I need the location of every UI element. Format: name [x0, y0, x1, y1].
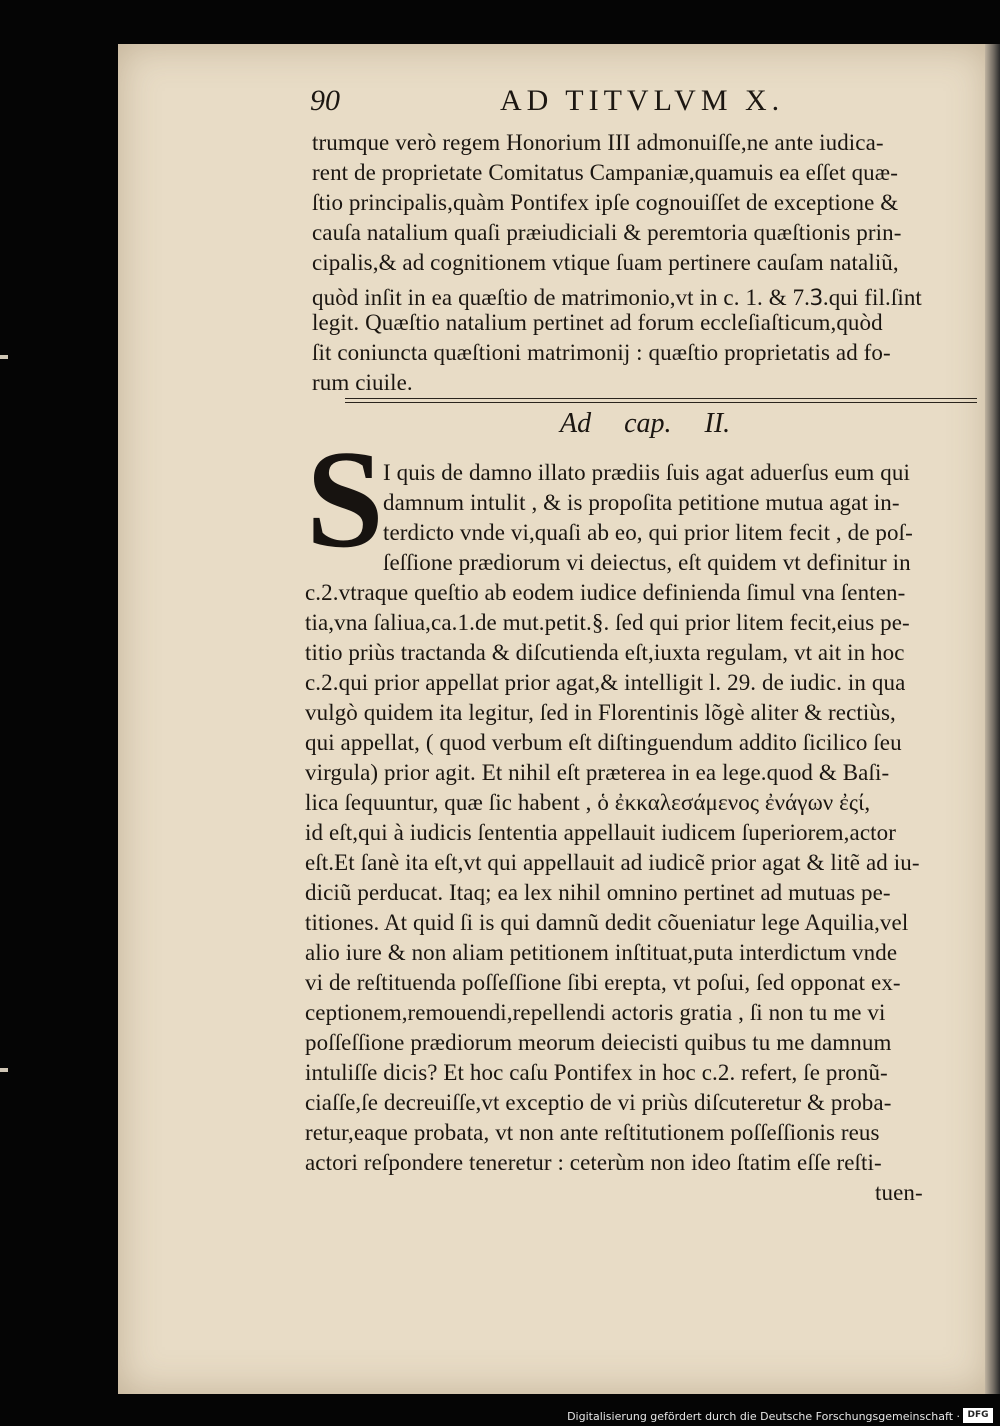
text-line: cauſa natalium quaſi præiudiciali & peremtoria quæſtionis prin- [312, 220, 902, 245]
dfg-logo: DFG [963, 1408, 993, 1423]
text-line: rent de proprietate Comitatus Campaniæ,quamuis ea eſſet quæ- [312, 160, 898, 185]
text-line: titiones. At quid ſi is qui damnũ dedit cõueniatur lege Aquilia,vel [305, 910, 909, 935]
page-number: 90 [310, 84, 340, 117]
text-line: vulgò quidem ita legitur, ſed in Florentinis lõgè aliter & rectiùs, [305, 700, 896, 725]
drop-cap: S [306, 422, 384, 577]
section-rule [345, 398, 977, 399]
running-title: AD TITVLVM X. [500, 84, 785, 117]
text-line: tia,vna ſaliua,ca.1.de mut.petit.§. ſed qui prior litem fecit,eius pe- [305, 610, 910, 635]
text-line: c.2.vtraque queſtio ab eodem iudice definienda ſimul vna ſenten- [305, 580, 906, 605]
text-line: ceptionem,remouendi,repellendi actoris gratia , ſi non tu me vi [305, 1000, 886, 1025]
text-line: vi de reſtituenda poſſeſſione ſibi erepta, vt poſui, ſed opponat ex- [305, 970, 901, 995]
text-line: trumque verò regem Honorium III admonuiſſe,ne ante iudica- [312, 130, 884, 155]
text-line: ſit coniuncta quæſtioni matrimonij : quæſtio proprietatis ad fo- [312, 340, 891, 365]
text-line: alio iure & non aliam petitionem inſtituat,puta interdictum vnde [305, 940, 898, 965]
catchword: tuen- [875, 1180, 923, 1205]
text-line: qui appellat, ( quod verbum eſt diſtinguendum addito ſicilico ſeu [305, 730, 902, 755]
text-line: I quis de damno illato prædiis ſuis agat aduerſus eum qui [383, 460, 910, 485]
text-line: eſt.Et ſanè ita eſt,vt qui appellauit ad iudicẽ prior agat & litẽ ad iu- [305, 850, 920, 875]
text-line: cipalis,& ad cognitionem vtique ſuam pertinere cauſam nataliũ, [312, 250, 899, 275]
text-line: lica ſequuntur, quæ ſic habent , ὁ ἐκκαλεσάμενος ἐνάγων ἐςί, [305, 790, 871, 815]
text-line: rum ciuile. [312, 370, 413, 395]
text-line: id eſt,qui à iudicis ſententia appellauit iudicem ſuperiorem,actor [305, 820, 896, 845]
text-line: ſeſſione prædiorum vi deiectus, eſt quidem vt definitur in [383, 550, 911, 575]
text-line: ciaſſe,ſe decreuiſſe,vt exceptio de vi priùs diſcuteretur & proba- [305, 1090, 892, 1115]
page-edge [985, 44, 1000, 1394]
text-line: ſtio principalis,quàm Pontifex ipſe cognouiſſet de exceptione & [312, 190, 899, 215]
text-line: quòd inſit in ea quæſtio de matrimonio,vt in c. 1. & 7.Ꝫ.qui fil.ſint [312, 285, 922, 310]
text-line: virgula) prior agit. Et nihil eſt præterea in ea lege.quod & Baſi- [305, 760, 890, 785]
text-line: titio priùs tractanda & diſcutienda eſt,iuxta regulam, vt ait in hoc [305, 640, 905, 665]
text-line: terdicto vnde vi,quaſi ab eo, qui prior litem fecit , de poſ- [383, 520, 913, 545]
text-line: actori reſpondere teneretur : ceterùm non ideo ſtatim eſſe reſti- [305, 1150, 882, 1175]
text-line: damnum intulit , & is propoſita petitione mutua agat in- [383, 490, 900, 515]
digitization-credit: Digitalisierung gefördert durch die Deutsche Forschungsgemeinschaft · [567, 1410, 960, 1423]
spine-mark [0, 355, 8, 359]
text-line: legit. Quæſtio natalium pertinet ad forum eccleſiaſticum,quòd [312, 310, 883, 335]
running-head [310, 84, 840, 124]
section-rule [345, 402, 977, 403]
spine-mark [0, 1068, 8, 1072]
text-line: diciũ perducat. Itaq; ea lex nihil omnino pertinet ad mutuas pe- [305, 880, 891, 905]
text-line: intuliſſe dicis? Et hoc caſu Pontifex in hoc c.2. refert, ſe pronũ- [305, 1060, 888, 1085]
chapter-heading: Ad cap. II. [560, 408, 731, 439]
text-line: retur,eaque probata, vt non ante reſtitutionem poſſeſſionis reus [305, 1120, 880, 1145]
text-line: c.2.qui prior appellat prior agat,& intelligit l. 29. de iudic. in qua [305, 670, 906, 695]
text-line: poſſeſſione prædiorum meorum deiecisti quibus tu me damnum [305, 1030, 892, 1055]
